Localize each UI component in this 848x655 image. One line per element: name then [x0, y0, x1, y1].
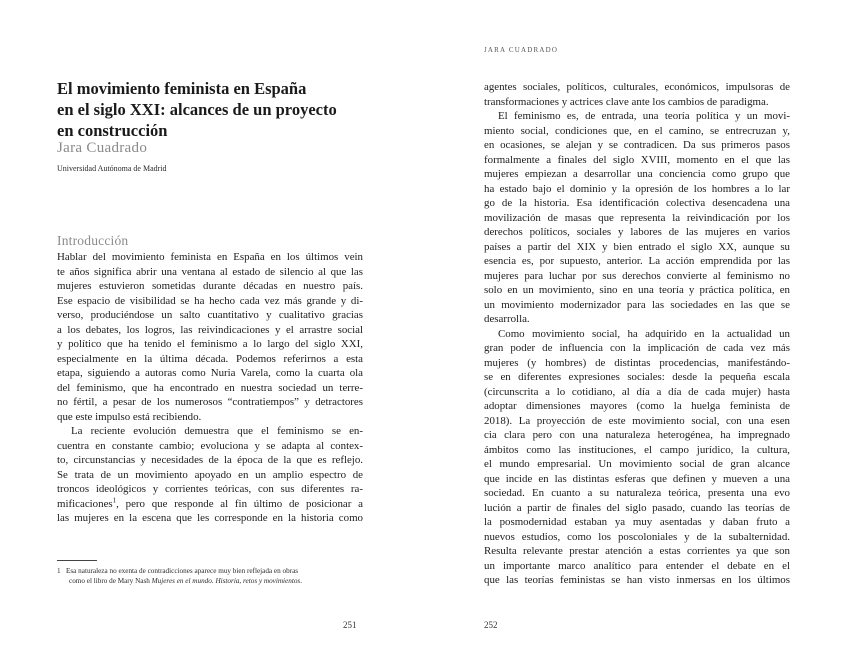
footnote-text: como el libro de Mary Nash	[69, 577, 152, 585]
footnote-book-title: Mujeres en el mundo. Historia, retos y movimientos	[151, 577, 301, 585]
text-line: La reciente evolución demuestra que el feminismo se en-	[71, 425, 363, 437]
title-line: en construcción	[57, 121, 168, 140]
author-affiliation: Universidad Autónoma de Madrid	[57, 164, 167, 173]
footnote-text: Esa naturaleza no exenta de contradicciones aparece muy bien reflejada en obras	[65, 567, 299, 575]
footnote	[57, 566, 365, 586]
text-line: Resulta relevante prestar atención a estas corrientes ya que son	[484, 545, 790, 557]
text-line: las mujeres en la escena que les corresponde en la historia como	[57, 512, 363, 524]
text-line: no fértil, a pesar de los numerosos “contratiempos” y detractores	[57, 396, 363, 408]
text-line: solo en un movimiento, sino en una teoría y práctica política, en	[484, 284, 790, 296]
text-line: Ese espacio de visibilidad se ha hecho cada vez más grande y di-	[57, 294, 363, 307]
footnote-text: .	[300, 577, 303, 585]
text-line: Se trata de un movimiento apoyado en un amplio espectro de	[57, 468, 363, 481]
text-line: mujeres para luchar por sus derechos convierte al feminismo no	[484, 269, 790, 282]
text-line: y político que ha tenido el feminismo a lo largo del siglo XXI,	[57, 338, 363, 350]
text-line: se en diferentes expresiones sociales: desde la pequeña escala	[484, 371, 790, 383]
text-line: transformaciones y actrices clave ante los cambios de paradigma.	[484, 95, 769, 108]
text-line: cia clara pero con una naturaleza heterogénea, ha impregnado	[484, 429, 790, 441]
text-line: el mundo empresarial. Un movimiento social de gran alcance	[484, 458, 790, 470]
text-line: El feminismo es, de entrada, una teoría política y un movi-	[498, 110, 790, 122]
text-line: go de la historia. Esa identificación colectiva desencadena una	[484, 197, 790, 209]
section-heading: Introducción	[57, 233, 129, 248]
text-line: la posmodernidad estaban ya muy asentadas y daban fruto a	[484, 516, 790, 528]
text-line: formalmente a finales del siglo XVIII, momento en el que las	[484, 153, 790, 166]
text-line: que incide en las distintas esferas que definen y mueven a una	[484, 472, 790, 485]
chapter-title	[57, 78, 357, 141]
text-line: en ocasiones, se alejan y se contradicen. Da sus primeros pasos	[484, 139, 790, 151]
text-line: especialmente en la última década. Podemos referirnos a esta	[57, 352, 363, 365]
text-line-with-footnote	[57, 497, 363, 512]
text-line: mujeres estuvieron sometidas durante décadas en nuestro país.	[57, 280, 363, 292]
footnote-line	[57, 566, 365, 576]
text-line: troncos ideológicos y corrientes teóricas, con sus diferentes ra-	[57, 483, 363, 495]
text-line: mujeres empiezan a desarrollar una conciencia como grupo que	[484, 168, 790, 180]
text-line: miento social, condiciones que, en el camino, se entrecruzan y,	[484, 124, 790, 137]
text-line: 2018). La proyección de este movimiento social, con una esen	[484, 414, 790, 427]
text-line: (circunscrita a lo cotidiano, al día a día de cada mujer) hasta	[484, 385, 790, 398]
text-fragment: , pero que responde al fin último de posicionar a	[116, 497, 363, 510]
text-line: lución a partir de finales del siglo pasado, cuando las teorías de	[484, 501, 790, 514]
text-line: del feminismo, que ha encontrado en nuestra sociedad un terre-	[57, 381, 363, 394]
text-line: un importante marco analítico para entender el debate en el	[484, 559, 790, 572]
text-line: nuevos estudios, como los poscoloniales y de la subalternidad.	[484, 530, 790, 543]
footnote-number: 1	[57, 567, 61, 575]
text-line: etapa, siguiendo a autoras como Nuria Varela, como la cuarta ola	[57, 367, 363, 379]
left-body-text	[57, 250, 363, 526]
text-line: desarrolla.	[484, 313, 530, 325]
text-line: te años significa abrir una ventana al estado de silencio al que las	[57, 265, 363, 278]
text-line: to, circunstancias y necesidades de la época de la que es reflejo.	[57, 454, 363, 466]
text-line: países a partir del XIX y bien entrado el siglo XX, aunque su	[484, 240, 790, 253]
title-line: en el siglo XXI: alcances de un proyecto	[57, 100, 337, 119]
text-line: movilización de masas que representa la reivindicación por los	[484, 211, 790, 224]
page-number-right: 252	[484, 620, 498, 630]
text-line: mujeres (y hombres) de distintas procedencias, manifestándo-	[484, 356, 790, 369]
text-line: ha estado bajo el dominio y la opresión de los hombres a lo lar	[484, 182, 790, 195]
author-name: Jara Cuadrado	[57, 140, 148, 156]
title-line: El movimiento feminista en España	[57, 79, 307, 98]
text-line: adoptar dimensiones mayores (como la huelga feminista de	[484, 400, 790, 412]
text-line: cuentra en constante cambio; evoluciona y se adapta al contex-	[57, 439, 363, 452]
text-line: esencia es, por supuesto, anterior. La acción emprendida por las	[484, 255, 790, 267]
text-line: derechos políticos, sociales y labores de las mujeres en varios	[484, 226, 790, 238]
text-line: a los debates, los logros, las reivindicaciones y el arrastre social	[57, 323, 363, 336]
footnote-line	[57, 576, 365, 586]
text-line: gran poder de influencia con la implicación de cada vez más	[484, 342, 790, 354]
text-line: un movimiento modernizador para las sociedades en las que se	[484, 298, 790, 311]
footnote-reference[interactable]: 1	[112, 496, 117, 504]
running-head: JARA CUADRADO	[484, 46, 559, 54]
text-line: agentes sociales, políticos, culturales, económicos, impulsoras de	[484, 81, 790, 93]
text-line: Hablar del movimiento feminista en España en los últimos vein	[57, 251, 363, 263]
page-number-left: 251	[343, 620, 357, 630]
text-line: ámbitos como las instituciones, el campo jurídico, la cultura,	[484, 443, 790, 456]
text-line: que las teorías feministas se han visto inmersas en los últimos	[484, 574, 790, 586]
text-line: Como movimiento social, ha adquirido en la actualidad un	[498, 327, 790, 340]
text-line: verso, produciéndose un salto cuantitativo y cualitativo gracias	[57, 309, 363, 321]
right-body-text	[484, 80, 790, 588]
text-line: que este impulso está recibiendo.	[57, 410, 202, 423]
text-fragment: mificaciones	[57, 497, 113, 510]
footnote-divider	[57, 560, 97, 561]
text-line: sociedad. En cuanto a su naturaleza teórica, presenta una evo	[484, 487, 790, 499]
